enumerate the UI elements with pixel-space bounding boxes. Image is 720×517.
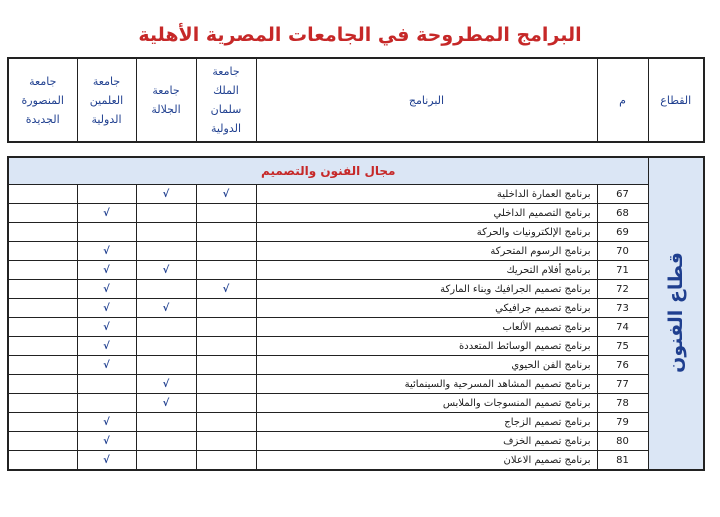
- table-row: [8, 413, 704, 432]
- availability-cell: [136, 204, 196, 223]
- availability-cell: [8, 318, 77, 337]
- availability-cell: [196, 394, 256, 413]
- availability-cell: [196, 223, 256, 242]
- check-mark-icon: √: [103, 207, 110, 219]
- table-row: [8, 337, 704, 356]
- program-name: برنامج تصميم الزجاج: [256, 413, 597, 432]
- availability-cell: [196, 318, 256, 337]
- check-mark-icon: √: [103, 321, 110, 333]
- header-table: [7, 57, 705, 143]
- program-number: 80: [597, 432, 648, 451]
- program-number: 67: [597, 185, 648, 204]
- table-row: [8, 451, 704, 471]
- header-university-line: الدولية: [210, 122, 242, 135]
- availability-cell: [77, 337, 136, 356]
- check-mark-icon: √: [103, 454, 110, 466]
- check-mark-icon: √: [103, 283, 110, 295]
- program-name: برنامج تصميم الاعلان: [256, 451, 597, 471]
- availability-cell: [8, 261, 77, 280]
- table-row: [8, 356, 704, 375]
- check-mark-icon: √: [103, 359, 110, 371]
- availability-cell: [136, 394, 196, 413]
- program-number: 81: [597, 451, 648, 471]
- check-mark-icon: √: [103, 302, 110, 314]
- program-number: 70: [597, 242, 648, 261]
- availability-cell: [8, 356, 77, 375]
- table-row: [8, 261, 704, 280]
- availability-cell: [136, 261, 196, 280]
- availability-cell: [77, 432, 136, 451]
- availability-cell: [77, 242, 136, 261]
- header-university-line: الجلالة: [151, 103, 181, 116]
- program-number: 74: [597, 318, 648, 337]
- header-index: م: [597, 58, 648, 142]
- sector-label: قطاع الفنون: [664, 251, 687, 373]
- program-name: برنامج تصميم الوسائط المتعددة: [256, 337, 597, 356]
- availability-cell: [136, 432, 196, 451]
- program-number: 72: [597, 280, 648, 299]
- availability-cell: [136, 375, 196, 394]
- header-university-1: [196, 58, 256, 142]
- availability-cell: [196, 204, 256, 223]
- availability-cell: [136, 356, 196, 375]
- header-university-4: [8, 58, 77, 142]
- check-mark-icon: √: [103, 264, 110, 276]
- availability-cell: [196, 375, 256, 394]
- program-name: برنامج العمارة الداخلية: [256, 185, 597, 204]
- header-university-line: الملك: [213, 84, 239, 97]
- check-mark-icon: √: [103, 245, 110, 257]
- availability-cell: [77, 261, 136, 280]
- check-mark-icon: √: [162, 188, 170, 200]
- program-name: برنامج الرسوم المتحركة: [256, 242, 597, 261]
- header-university-line: سلمان: [210, 103, 242, 116]
- header-university-line: جامعة: [212, 65, 240, 78]
- program-number: 71: [597, 261, 648, 280]
- check-mark-icon: √: [103, 416, 110, 428]
- availability-cell: [8, 204, 77, 223]
- header-university-3: [77, 58, 136, 142]
- availability-cell: [77, 451, 136, 471]
- program-number: 78: [597, 394, 648, 413]
- check-mark-icon: √: [162, 378, 170, 390]
- check-mark-icon: √: [222, 283, 230, 295]
- program-name: برنامج أفلام التحريك: [256, 261, 597, 280]
- availability-cell: [196, 185, 256, 204]
- section-row: [8, 157, 704, 185]
- availability-cell: [136, 318, 196, 337]
- availability-cell: [77, 204, 136, 223]
- header-program: البرنامج: [256, 58, 597, 142]
- availability-cell: [196, 242, 256, 261]
- header-sector: القطاع: [648, 58, 704, 142]
- program-name: برنامج التصميم الداخلي: [256, 204, 597, 223]
- availability-cell: [136, 451, 196, 471]
- program-name: برنامج تصميم الألعاب: [256, 318, 597, 337]
- check-mark-icon: √: [162, 397, 170, 409]
- availability-cell: [196, 413, 256, 432]
- program-name: برنامج تصميم المنسوجات والملابس: [256, 394, 597, 413]
- program-number: 77: [597, 375, 648, 394]
- availability-cell: [196, 451, 256, 471]
- check-mark-icon: √: [162, 302, 170, 314]
- availability-cell: [136, 413, 196, 432]
- program-name: برنامج تصميم الخزف: [256, 432, 597, 451]
- program-name: برنامج تصميم الجرافيك وبناء الماركة: [256, 280, 597, 299]
- availability-cell: [77, 356, 136, 375]
- program-number: 73: [597, 299, 648, 318]
- program-name: برنامج الإلكترونيات والحركة: [256, 223, 597, 242]
- availability-cell: [8, 337, 77, 356]
- header-university-line: الدولية: [91, 112, 122, 126]
- availability-cell: [136, 242, 196, 261]
- sector-cell: [648, 157, 704, 470]
- check-mark-icon: √: [162, 264, 170, 276]
- table-row: [8, 280, 704, 299]
- table-row: [8, 375, 704, 394]
- check-mark-icon: √: [103, 340, 110, 352]
- header-university-line: جامعة: [152, 84, 180, 97]
- table-row: [8, 242, 704, 261]
- availability-cell: [136, 299, 196, 318]
- availability-cell: [77, 394, 136, 413]
- table-row: [8, 299, 704, 318]
- program-number: 69: [597, 223, 648, 242]
- table-row: [8, 204, 704, 223]
- availability-cell: [8, 394, 77, 413]
- availability-cell: [8, 299, 77, 318]
- table-row: [8, 185, 704, 204]
- program-number: 79: [597, 413, 648, 432]
- availability-cell: [8, 185, 77, 204]
- availability-cell: [77, 413, 136, 432]
- table-row: [8, 432, 704, 451]
- availability-cell: [77, 299, 136, 318]
- program-name: برنامج تصميم جرافيكي: [256, 299, 597, 318]
- header-university-line: الجديدة: [25, 112, 60, 126]
- header-university-line: جامعة: [92, 74, 121, 88]
- availability-cell: [8, 413, 77, 432]
- program-number: 75: [597, 337, 648, 356]
- field-title: مجال الفنون والتصميم: [8, 157, 648, 185]
- program-number: 68: [597, 204, 648, 223]
- availability-cell: [77, 280, 136, 299]
- availability-cell: [136, 280, 196, 299]
- availability-cell: [77, 223, 136, 242]
- page-title: البرامج المطروحة في الجامعات المصرية الأهلية: [138, 24, 582, 46]
- availability-cell: [196, 356, 256, 375]
- availability-cell: [77, 375, 136, 394]
- program-number: 76: [597, 356, 648, 375]
- check-mark-icon: √: [103, 435, 110, 447]
- availability-cell: [8, 223, 77, 242]
- availability-cell: [196, 432, 256, 451]
- program-name: برنامج الفن الحيوي: [256, 356, 597, 375]
- header-university-line: المنصورة: [21, 93, 64, 107]
- availability-cell: [8, 375, 77, 394]
- programs-table: [7, 156, 705, 471]
- availability-cell: [77, 185, 136, 204]
- availability-cell: [196, 299, 256, 318]
- availability-cell: [196, 280, 256, 299]
- header-university-line: جامعة: [29, 74, 57, 88]
- header-university-2: [136, 58, 196, 142]
- availability-cell: [8, 432, 77, 451]
- header-university-line: العلمين: [89, 93, 124, 107]
- availability-cell: [136, 223, 196, 242]
- table-row: [8, 394, 704, 413]
- table-row: [8, 318, 704, 337]
- availability-cell: [196, 261, 256, 280]
- check-mark-icon: √: [222, 188, 230, 200]
- availability-cell: [196, 337, 256, 356]
- availability-cell: [8, 242, 77, 261]
- availability-cell: [8, 451, 77, 471]
- program-name: برنامج تصميم المشاهد المسرحية والسينمائية: [256, 375, 597, 394]
- availability-cell: [77, 318, 136, 337]
- availability-cell: [8, 280, 77, 299]
- availability-cell: [136, 185, 196, 204]
- table-row: [8, 223, 704, 242]
- availability-cell: [136, 337, 196, 356]
